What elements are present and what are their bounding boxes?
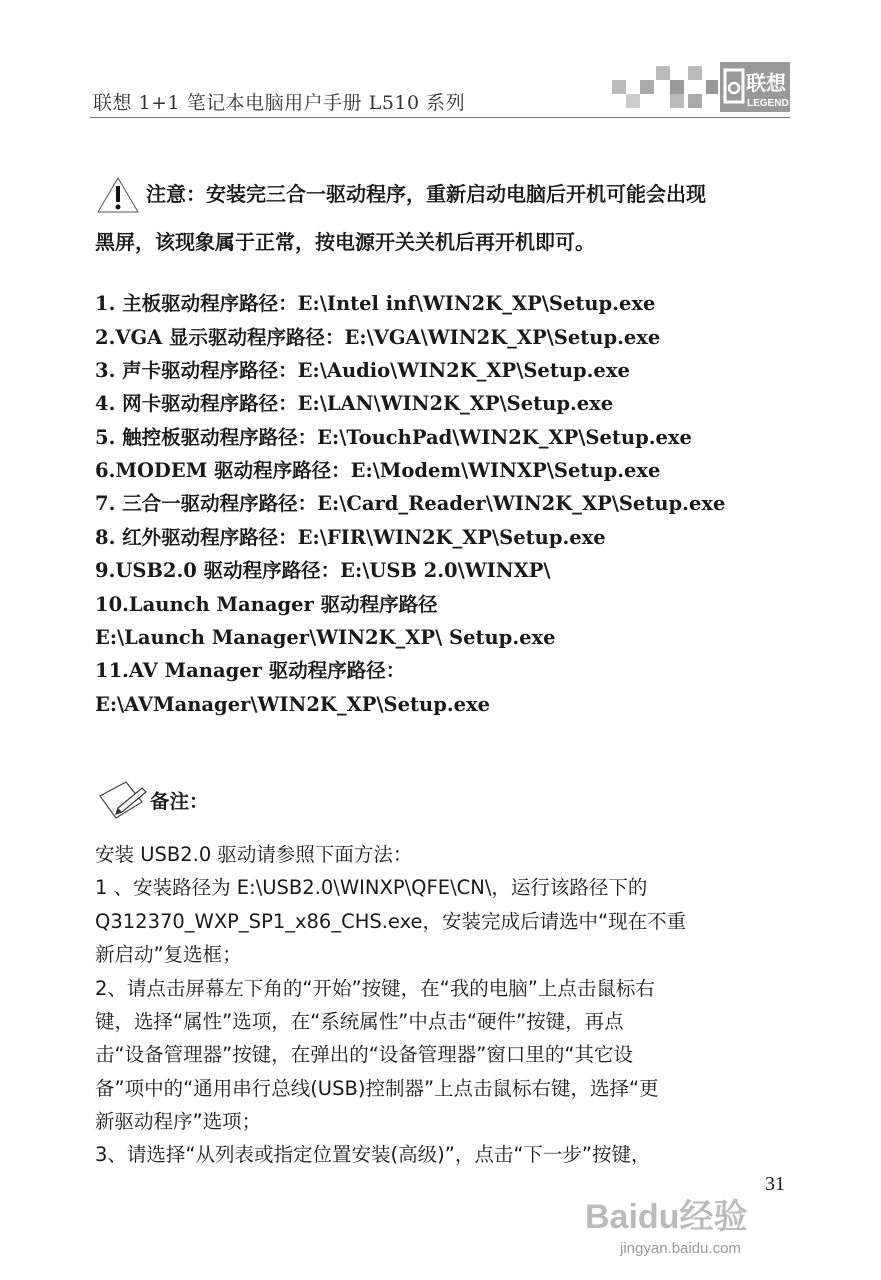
page-number: 31 bbox=[765, 1173, 785, 1195]
remark-line: 3、请选择“从列表或指定位置安装(高级)”，点击“下一步”按键， bbox=[95, 1143, 651, 1166]
driver-path-item: 6.MODEM 驱动程序路径：E:\Modem\WINXP\Setup.exe bbox=[95, 459, 661, 482]
remark-line: 键，选择“属性”选项，在“系统属性”中点击“硬件”按键，再点 bbox=[95, 1010, 624, 1033]
remark-line: 2、请点击屏幕左下角的“开始”按键，在“我的电脑”上点击鼠标右 bbox=[95, 977, 655, 1000]
driver-path-item: 3. 声卡驱动程序路径：E:\Audio\WIN2K_XP\Setup.exe bbox=[95, 359, 630, 382]
warning-triangle-icon bbox=[96, 176, 140, 214]
driver-path-item: E:\AVManager\WIN2K_XP\Setup.exe bbox=[95, 693, 491, 716]
driver-path-item: 2.VGA 显示驱动程序路径：E:\VGA\WIN2K_XP\Setup.exe bbox=[95, 326, 661, 349]
baidu-watermark-logo: Baidu经验 bbox=[585, 1198, 748, 1236]
lenovo-legend-logo bbox=[612, 62, 790, 112]
header-divider bbox=[90, 117, 790, 118]
header-title: 联想 1+1 笔记本电脑用户手册 L510 系列 bbox=[93, 92, 466, 114]
driver-path-item: 9.USB2.0 驱动程序路径：E:\USB 2.0\WINXP\ bbox=[95, 559, 551, 582]
driver-path-item: 10.Launch Manager 驱动程序路径 bbox=[95, 593, 438, 616]
remark-line: 备”项中的“通用串行总线(USB)控制器”上点击鼠标右键，选择“更 bbox=[95, 1077, 659, 1100]
driver-path-item: 4. 网卡驱动程序路径：E:\LAN\WIN2K_XP\Setup.exe bbox=[95, 392, 614, 415]
remark-line: Q312370_WXP_SP1_x86_CHS.exe，安装完成后请选中“现在不重 bbox=[95, 910, 687, 933]
driver-path-item: 8. 红外驱动程序路径：E:\FIR\WIN2K_XP\Setup.exe bbox=[95, 526, 606, 549]
svg-text:联想: 联想 bbox=[746, 71, 786, 95]
warning-text-line: 黑屏，该现象属于正常，按电源开关关机后再开机即可。 bbox=[95, 230, 595, 254]
driver-path-item: 1. 主板驱动程序路径：E:\Intel inf\WIN2K_XP\Setup.exe bbox=[95, 292, 656, 315]
note-pencil-icon bbox=[96, 778, 148, 822]
baidu-watermark-url: jingyan.baidu.com bbox=[620, 1240, 741, 1257]
remark-label: 备注： bbox=[150, 790, 209, 813]
driver-path-item: E:\Launch Manager\WIN2K_XP\ Setup.exe bbox=[95, 626, 556, 649]
remark-line: 安装 USB2.0 驱动请参照下面方法： bbox=[95, 843, 413, 866]
remark-line: 击“设备管理器”按键，在弹出的“设备管理器”窗口里的“其它设 bbox=[95, 1043, 634, 1066]
remark-line: 新驱动程序”选项； bbox=[95, 1110, 262, 1133]
svg-text:LEGEND: LEGEND bbox=[747, 98, 789, 109]
remark-line: 1 、安装路径为 E:\USB2.0\WINXP\QFE\CN\，运行该路径下的 bbox=[95, 876, 648, 899]
driver-path-item: 11.AV Manager 驱动程序路径： bbox=[95, 659, 406, 682]
remark-line: 新启动”复选框； bbox=[95, 943, 242, 966]
driver-path-item: 5. 触控板驱动程序路径：E:\TouchPad\WIN2K_XP\Setup.exe bbox=[95, 426, 692, 449]
driver-path-item: 7. 三合一驱动程序路径：E:\Card_Reader\WIN2K_XP\Setup.exe bbox=[95, 492, 726, 515]
warning-text-line: 注意：安装完三合一驱动程序，重新启动电脑后开机可能会出现 bbox=[146, 182, 706, 206]
